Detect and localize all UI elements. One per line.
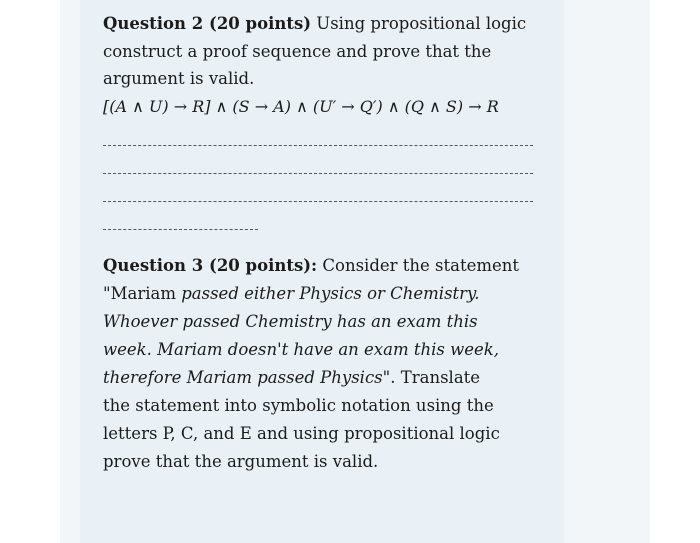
question-2-line-2: construct a proof sequence and prove that the (103, 41, 492, 61)
question-3-heading: Question 3 (20 points): (103, 256, 318, 275)
question-3-line-5-b: ". Translate (382, 368, 481, 387)
answer-line-1 (103, 145, 533, 146)
question-3-line-2 (103, 280, 573, 308)
question-3-line-1 (103, 252, 573, 280)
answer-line-3 (103, 201, 533, 202)
question-3-line-1-text: Consider the statement (317, 256, 520, 275)
question-3-line-4: week. Mariam doesn't have an exam this week, (103, 340, 499, 359)
question-2-heading: Question 2 (20 points) (103, 14, 312, 33)
question-2-line-1 (103, 10, 663, 38)
answer-line-2 (103, 173, 533, 174)
question-3-line-7: letters P, C, and E and using propositional logic (103, 424, 500, 443)
question-2-line-1-text: Using propositional logic (311, 14, 527, 33)
question-2-line-3: argument is valid. (103, 69, 255, 88)
answer-line-4 (103, 229, 258, 230)
question-2-formula: [(A ∧ U) → R] ∧ (S → A) ∧ (U′ → Q′) ∧ (Q ∧ S) → R (103, 96, 499, 116)
question-3-line-5 (103, 364, 573, 392)
question-3-line-2-a: "Mariam (103, 284, 182, 303)
question-3 (103, 252, 573, 476)
question-3-line-8: prove that the argument is valid. (103, 452, 379, 471)
question-3-line-6: the statement into symbolic notation using the (103, 396, 494, 415)
question-3-line-3: Whoever passed Chemistry has an exam this (103, 312, 478, 331)
question-3-line-2-b: passed either Physics or Chemistry. (181, 284, 480, 303)
question-2 (103, 10, 663, 120)
question-3-line-5-a: therefore Mariam passed Physics (103, 368, 383, 387)
